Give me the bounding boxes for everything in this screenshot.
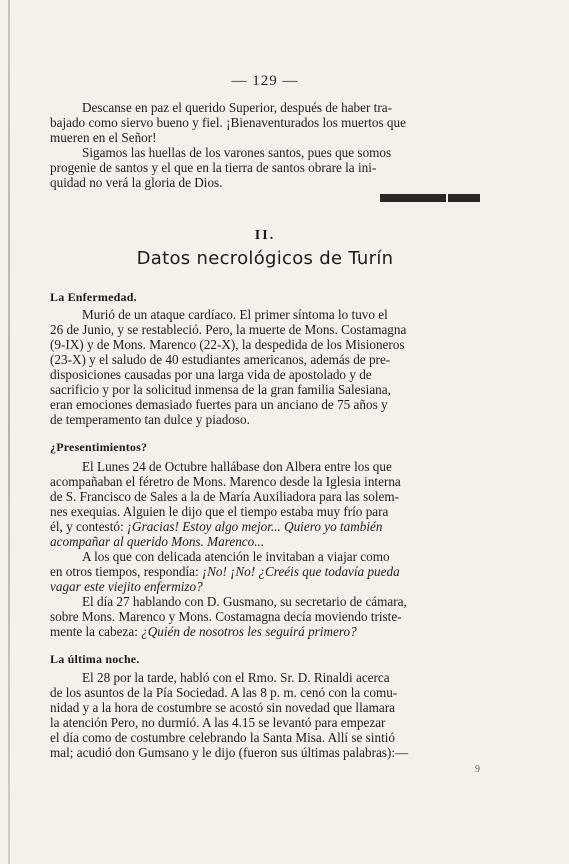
subheading-ultima-noche: La última noche. — [50, 652, 140, 666]
italic-quote: ¿Quién de nosotros les seguirá primero? — [141, 624, 357, 639]
intro-line: progenie de santos y el que en la tierra de santos obrare la ini- — [50, 160, 377, 175]
catchword: 9 — [475, 764, 480, 775]
text-line: El 28 por la tarde, habló con el Rmo. Sr. D. Rinaldi acerca — [82, 670, 390, 685]
italic-quote: acompañar al querido Mons. Marenco... — [50, 534, 265, 549]
enfermedad-paragraph — [50, 307, 480, 427]
text-line: sobre Mons. Marenco y Mons. Costamagna decía moviendo triste- — [50, 609, 402, 624]
ultima-noche-paragraph — [50, 670, 480, 760]
text-line — [50, 624, 480, 639]
text-line — [50, 579, 480, 594]
text-line — [50, 534, 480, 549]
text-span: en otros tiempos, respondía: — [50, 564, 202, 579]
intro-line: mueren en el Señor! — [50, 130, 157, 145]
text-span: mente la cabeza: — [50, 624, 142, 639]
presentimientos-paragraphs — [50, 459, 480, 639]
intro-paragraphs — [50, 100, 480, 190]
text-line: de los asuntos de la Pía Sociedad. A las 8 p. m. cenó con la comu- — [50, 685, 398, 700]
text-line: (23-X) y el saludo de 40 estudiantes americanos, además de pre- — [50, 352, 391, 367]
text-line: 26 de Junio, y se restableció. Pero, la muerte de Mons. Costamagna — [50, 322, 407, 337]
text-line: El día 27 hablando con D. Gusmano, su secretario de cámara, — [82, 594, 407, 609]
italic-quote: ¡Gracias! Estoy algo mejor... Quiero yo también — [126, 519, 383, 534]
text-line: eran emociones demasiado fuertes para un anciano de 75 años y — [50, 397, 388, 412]
text-line: acompañaban el féretro de Mons. Marenco desde la Iglesia interna — [50, 474, 401, 489]
text-line: disposiciones causadas por una larga vida de apostolado y de — [50, 367, 372, 382]
text-line — [50, 564, 480, 579]
ornament-rule — [380, 194, 480, 202]
page-edge-line — [8, 0, 10, 864]
text-line: nidad y a la hora de costumbre se acostó sin novedad que llamara — [50, 700, 395, 715]
text-line — [50, 519, 480, 534]
italic-quote: ¡No! ¡No! ¿Creéis que todavía pueda — [202, 564, 400, 579]
text-line: el día como de costumbre celebrando la Santa Misa. Allí se sintió — [50, 730, 395, 745]
text-line: (9-IX) y de Mons. Marenco (22-X), la despedida de los Misioneros — [50, 337, 405, 352]
text-line: mal; acudió don Gumsano y le dijo (fueron sus últimas palabras):— — [50, 745, 409, 760]
section-number: II. — [254, 228, 276, 243]
page-number: — 129 — — [231, 73, 299, 89]
italic-quote: vagar este viejito enfermizo? — [50, 579, 203, 594]
intro-line: Sigamos las huellas de los varones santos, pues que somos — [82, 145, 392, 160]
text-span: él, y contestó: — [50, 519, 127, 534]
text-line: El Lunes 24 de Octubre hallábase don Albera entre los que — [82, 459, 392, 474]
intro-line: bajado como siervo bueno y fiel. ¡Bienaventurados los muertos que — [50, 115, 406, 130]
text-line: A los que con delicada atención le invitaban a viajar como — [82, 549, 390, 564]
text-line: Murió de un ataque cardíaco. El primer síntoma lo tuvo el — [82, 307, 388, 322]
intro-line: Descanse en paz el querido Superior, después de haber tra- — [82, 100, 392, 115]
subheading-presentimientos: ¿Presentimientos? — [50, 440, 148, 454]
text-line: sacrificio y por la solicitud inmensa de la gran familia Salesiana, — [50, 382, 391, 397]
intro-line: quidad no verá la gloria de Dios. — [50, 175, 223, 190]
text-line: de S. Francisco de Sales a la de María Auxiliadora para las solem- — [50, 489, 399, 504]
subheading-enfermedad: La Enfermedad. — [50, 290, 137, 304]
text-line: la atención Pero, no durmió. A las 4.15 se levantó para empezar — [50, 715, 386, 730]
text-line: de temperamento tan dulce y piadoso. — [50, 412, 250, 427]
section-title: Datos necrológicos de Turín — [136, 248, 394, 269]
text-line: nes exequias. Alguien le dijo que el tiempo estaba muy frío para — [50, 504, 389, 519]
